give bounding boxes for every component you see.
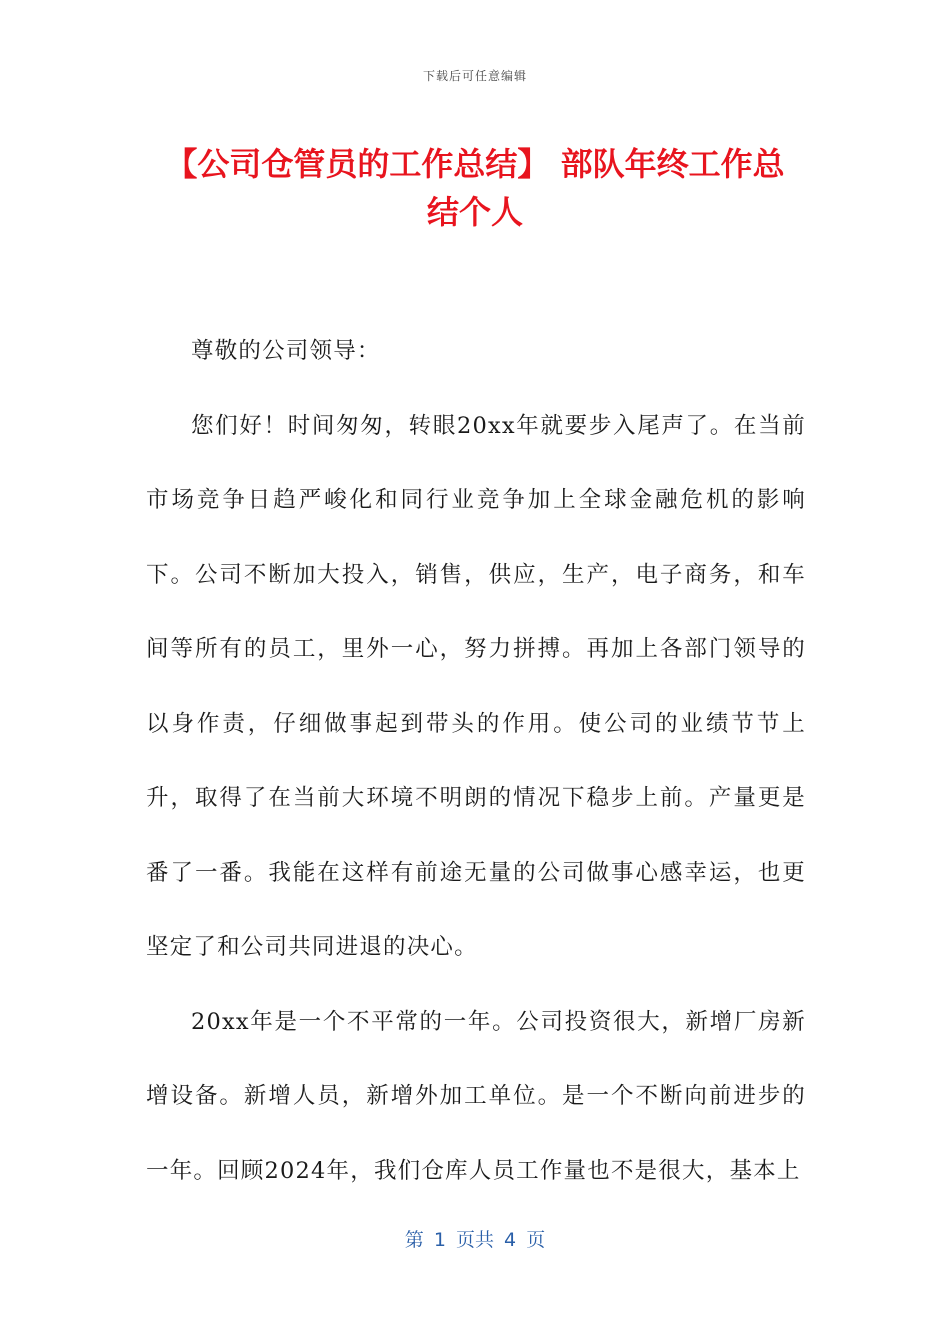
footer-label-middle: 页共 bbox=[455, 1229, 494, 1251]
document-body bbox=[146, 314, 806, 1208]
current-page-number: 1 bbox=[433, 1229, 446, 1251]
salutation-paragraph: 尊敬的公司领导： bbox=[191, 338, 381, 364]
total-page-count: 4 bbox=[504, 1229, 517, 1251]
document-title: 【公司仓管员的工作总结】 部队年终工作总结个人 bbox=[165, 145, 785, 231]
body-paragraph: 20xx年是一个不平常的一年。公司投资很大，新增厂房新增设备。新增人员，新增外加工单位。是一个不断向前进步的一年。回顾2024年，我们仓库人员工作量也不是很大，基本上 bbox=[146, 1008, 806, 1184]
body-paragraph: 您们好！时间匆匆，转眼20xx年就要步入尾声了。在当前市场竞争日趋严峻化和同行业竞争加上全球金融危机的影响下。公司不断加大投入，销售，供应，生产，电子商务，和车间等所有的员工，里外一心，努力拼搏。再加上各部门领导的以身作责，仔细做事起到带头的作用。使公司的业绩节节上升，取得了在当前大环境不明朗的情况下稳步上前。产量更是番了一番。我能在这样有前途无量的公司做事心感幸运，也更坚定了和公司共同进退的决心。 bbox=[146, 412, 806, 960]
footer-label-suffix: 页 bbox=[526, 1229, 546, 1251]
page-footer bbox=[0, 1225, 950, 1252]
header-note: 下载后可任意编辑 bbox=[422, 69, 527, 83]
footer-label-prefix: 第 bbox=[404, 1229, 424, 1251]
